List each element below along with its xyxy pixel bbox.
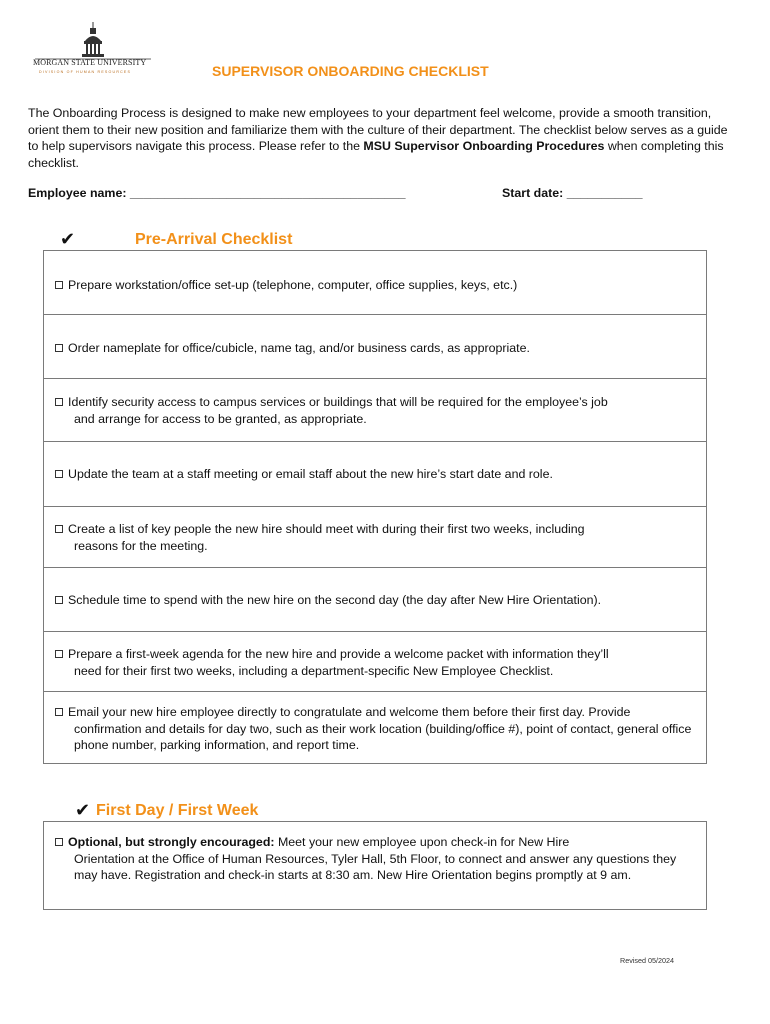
intro-paragraph xyxy=(28,105,728,171)
first-day-checklist xyxy=(43,821,707,910)
item-text: Identify security access to campus services or buildings that will be required for the employee’s job xyxy=(68,395,608,409)
building-dome-icon xyxy=(33,22,153,60)
revised-date: Revised 05/2024 xyxy=(620,956,674,965)
checklist-item xyxy=(55,277,696,294)
checklist-item xyxy=(55,592,696,609)
checklist-item xyxy=(55,466,696,483)
item-text: Prepare workstation/office set-up (telephone, computer, office supplies, keys, etc.) xyxy=(68,278,518,292)
checkbox[interactable] xyxy=(55,525,63,533)
checkmark-icon: ✔ xyxy=(75,800,91,820)
checklist-row xyxy=(44,251,706,315)
checklist-row xyxy=(44,442,706,507)
item-text: Prepare a first-week agenda for the new hire and provide a welcome packet with information they’ll xyxy=(68,647,609,661)
checkbox[interactable] xyxy=(55,470,63,478)
document-title: SUPERVISOR ONBOARDING CHECKLIST xyxy=(212,63,489,79)
item-text: Update the team at a staff meeting or email staff about the new hire’s start date and role. xyxy=(68,467,553,481)
checklist-row xyxy=(44,315,706,379)
pre-arrival-checklist xyxy=(43,250,707,764)
logo-subtext: DIVISION OF HUMAN RESOURCES xyxy=(39,70,132,74)
item-emphasis: Optional, but strongly encouraged: xyxy=(68,835,275,849)
checklist-row xyxy=(44,632,706,692)
checklist-row xyxy=(44,692,706,763)
checklist-item xyxy=(55,646,696,679)
item-text-cont: reasons for the meeting. xyxy=(74,538,208,553)
checkbox[interactable] xyxy=(55,596,63,604)
item-text: Schedule time to spend with the new hire on the second day (the day after New Hire Orientation). xyxy=(68,593,602,607)
checkmark-icon: ✔ xyxy=(60,229,76,249)
intro-text-end: when completing this checklist. xyxy=(28,139,724,170)
checklist-row xyxy=(44,568,706,632)
checkbox[interactable] xyxy=(55,281,63,289)
checkbox[interactable] xyxy=(55,398,63,406)
item-text: Order nameplate for office/cubicle, name tag, and/or business cards, as appropriate. xyxy=(68,341,530,355)
pre-arrival-heading xyxy=(60,229,292,250)
checkbox[interactable] xyxy=(55,344,63,352)
logo-name: MORGAN STATE UNIVERSITY xyxy=(33,58,147,67)
employee-name-field[interactable]: Employee name: ________________________________________ xyxy=(28,186,406,200)
checklist-row xyxy=(44,507,706,568)
start-date-field[interactable]: Start date: ___________ xyxy=(502,186,643,200)
checklist-item xyxy=(55,704,696,754)
checkbox[interactable] xyxy=(55,650,63,658)
first-day-heading xyxy=(75,800,258,821)
checklist-item xyxy=(55,394,696,427)
item-text-cont: Orientation at the Office of Human Resources, Tyler Hall, 5th Floor, to connect and answer any questions they may have. Registration and check-in starts at 8:30 am. New Hire Orientation begins promptly at 9 am. xyxy=(74,851,677,882)
item-text-cont: need for their first two weeks, including a department-specific New Employee Checklist. xyxy=(74,663,554,678)
checklist-row xyxy=(44,379,706,442)
checklist-item xyxy=(55,834,696,884)
checkbox[interactable] xyxy=(55,838,63,846)
intro-procedures-ref: MSU Supervisor Onboarding Procedures xyxy=(363,139,605,153)
item-text-cont: and arrange for access to be granted, as appropriate. xyxy=(74,411,367,426)
first-day-title: First Day / First Week xyxy=(96,801,259,819)
item-text: Meet your new employee upon check-in for New Hire xyxy=(274,835,570,849)
checkbox[interactable] xyxy=(55,708,63,716)
item-text: Email your new hire employee directly to congratulate and welcome them before their first day. Provide xyxy=(68,705,631,719)
item-text: Create a list of key people the new hire should meet with during their first two weeks, including xyxy=(68,522,585,536)
item-text-cont: confirmation and details for day two, such as their work location (building/office #), point of contact, general office phone number, parking information, and report time. xyxy=(74,721,692,752)
checklist-item xyxy=(55,340,696,357)
pre-arrival-title: Pre-Arrival Checklist xyxy=(135,230,293,248)
intro-text: The Onboarding Process is designed to make new employees to your department feel welcome, provide a smooth transition, orient them to their new position and familiarize them with the culture of their department. The checklist below serves as a guide to help supervisors navigate this process. Please refer to the xyxy=(28,106,728,153)
university-logo xyxy=(33,22,153,80)
checklist-item xyxy=(55,521,696,554)
